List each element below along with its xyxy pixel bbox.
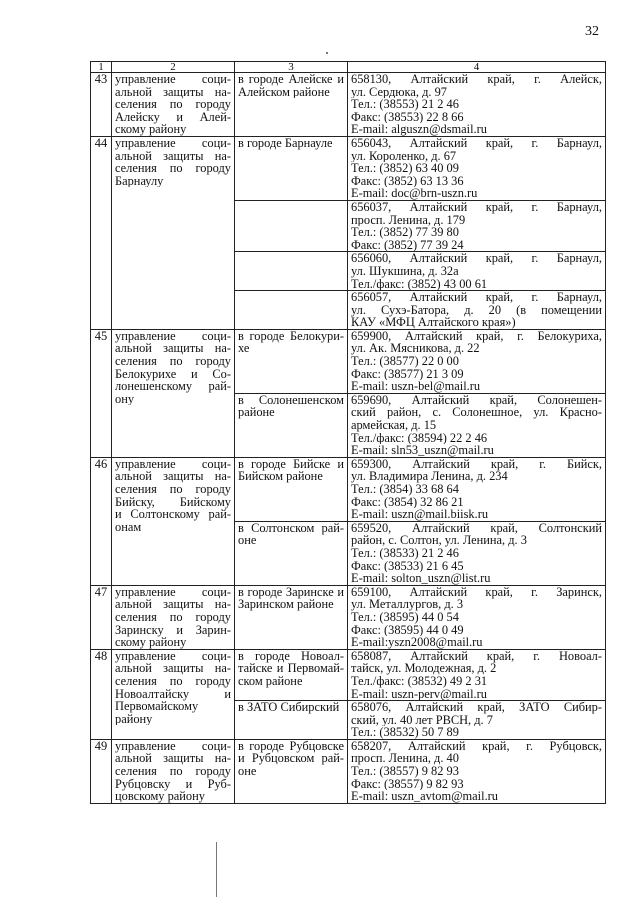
service-area-line: в ЗАТО Сибирский (238, 701, 340, 714)
contact-line: Тел./факс: (3852) 43 00 61 (351, 277, 488, 291)
contact-line: Тел.: (3852) 63 40 09 (351, 162, 459, 175)
contact-line: 658076, Алтайский край, ЗАТО Сибир- (351, 700, 602, 715)
contact-line: ул. Короленко, д. 67 (351, 149, 457, 163)
contact-line: Тел./факс: (38594) 22 2 46 (351, 431, 488, 445)
service-area (235, 329, 348, 393)
organization-name-line: альной защиты на- (115, 84, 231, 99)
service-area (235, 200, 348, 251)
contact-line: ул. Металлургов, д. 3 (351, 598, 464, 611)
email-line: E-mail: uszn_avtom@mail.ru (351, 790, 498, 803)
contact-line: Тел.: (38595) 44 0 54 (351, 610, 459, 624)
organization-name-line: управление соци- (115, 584, 231, 599)
contact-details (348, 200, 606, 251)
organization-name (112, 457, 235, 585)
organization-name (112, 136, 235, 329)
organization-name-line: альной защиты на- (115, 751, 231, 766)
row-number: 49 (91, 739, 112, 803)
organization-name-line: цовскому району (115, 790, 205, 803)
table-row (91, 457, 606, 521)
organization-name-line: скому району (115, 123, 187, 136)
service-area (235, 739, 348, 803)
organization-name-line: альной защиты на- (115, 661, 231, 676)
organization-name-line: управление соци- (115, 135, 231, 150)
contact-line: 659690, Алтайский край, Солонешен- (351, 392, 602, 407)
email-line: E-mail: solton_uszn@list.ru (351, 572, 491, 585)
contact-details (348, 739, 606, 803)
organization-name-line: району (115, 712, 153, 726)
contact-details (348, 585, 606, 649)
contact-line: ул. Шукшина, д. 32а (351, 264, 459, 278)
contact-line: 658087, Алтайский край, г. Новоал- (351, 648, 602, 663)
table-body (91, 73, 606, 804)
service-area-line: Заринском районе (238, 598, 334, 611)
contact-details (348, 329, 606, 393)
table-row (91, 585, 606, 649)
service-area (235, 701, 348, 740)
organization-name-line: селения по городу (115, 482, 231, 496)
contact-line: ский, ул. 40 лет РВСН, д. 7 (351, 713, 493, 727)
contact-line: ул. Владимира Ленина, д. 234 (351, 470, 508, 483)
organization-name-line: Бийску, Бийскому (115, 494, 231, 509)
contact-line: ул. Сердюка, д. 97 (351, 85, 447, 99)
service-area (235, 393, 348, 457)
contact-line: Тел.: (3854) 33 68 64 (351, 483, 459, 496)
contact-details (348, 521, 606, 585)
email-line: E-mail:yszn2008@mail.ru (351, 636, 483, 649)
organization-name (112, 73, 235, 137)
contact-line: ский район, с. Солонешное, ул. Красно- (351, 405, 602, 420)
organization-name-line: Первомайскому (115, 699, 199, 714)
row-number: 43 (91, 73, 112, 137)
organization-name-line: Новоалтайску и (115, 686, 231, 701)
contact-line: Тел.: (38533) 21 2 46 (351, 546, 459, 560)
service-area-line: в городе Белокури- (238, 328, 344, 343)
service-area-line: тайске и Первомай- (238, 661, 344, 676)
service-area-line: в Солонешенском (238, 392, 344, 407)
service-area-line: в городе Заринске и (238, 584, 344, 599)
service-area (235, 291, 348, 330)
column-header: 2 (112, 62, 235, 73)
contact-details (348, 457, 606, 521)
row-number: 46 (91, 457, 112, 585)
email-line: E-mail: doc@brn-uszn.ru (351, 187, 478, 200)
service-area (235, 73, 348, 137)
organization-name-line: и Солтонскому рай- (115, 507, 231, 522)
contact-line: Тел.: (38577) 22 0 00 (351, 355, 459, 368)
offices-table (90, 61, 606, 804)
service-area (235, 585, 348, 649)
organization-name-line: альной защиты на- (115, 341, 231, 356)
contact-details (348, 393, 606, 457)
organization-name-line: скому району (115, 636, 187, 649)
row-number: 45 (91, 329, 112, 457)
email-line: E-mail: uszn-perv@mail.ru (351, 687, 487, 701)
service-area-line: в Солтонском рай- (238, 520, 344, 535)
organization-name-line: селения по городу (115, 764, 231, 779)
column-header: 4 (348, 62, 606, 73)
service-area-line: Алейском районе (238, 85, 330, 99)
service-area (235, 457, 348, 521)
contact-line: 659520, Алтайский край, Солтонский (351, 520, 602, 535)
contact-line: Тел.: (38553) 21 2 46 (351, 98, 459, 111)
contact-line: 659900, Алтайский край, г. Белокуриха, (351, 328, 602, 343)
contact-details (348, 252, 606, 291)
contact-line: КАУ «МФЦ Алтайского края») (351, 316, 516, 329)
service-area-line: Бийском районе (238, 470, 323, 483)
contact-line: Факс: (38557) 9 82 93 (351, 777, 464, 791)
service-area (235, 252, 348, 291)
organization-name-line: Барнаулу (115, 174, 164, 188)
contact-details (348, 649, 606, 700)
header-row (91, 62, 606, 73)
scan-artifact (216, 842, 217, 897)
service-area-line: и Рубцовском рай- (238, 751, 344, 766)
organization-name-line: Заринску и Зарин- (115, 622, 231, 637)
contact-details (348, 73, 606, 137)
organization-name-line: управление соци- (115, 738, 231, 753)
organization-name-line: управление соци- (115, 648, 231, 663)
organization-name-line: альной защиты на- (115, 597, 231, 612)
organization-name-line: лонешенскому рай- (115, 379, 231, 394)
contact-line: ул. Сухэ-Батора, д. 20 (в помещении (351, 302, 602, 317)
contact-line: 658207, Алтайский край, г. Рубцовск, (351, 738, 602, 753)
organization-name-line: селения по городу (115, 673, 231, 688)
service-area-line: в городе Барнауле (238, 136, 333, 150)
contact-line: 659300, Алтайский край, г. Бийск, (351, 456, 602, 471)
contact-line: 656037, Алтайский край, г. Барнаул, (351, 199, 602, 214)
contact-line: армейская, д. 15 (351, 419, 437, 432)
organization-name-line: селения по городу (115, 97, 231, 112)
table-row (91, 73, 606, 137)
contact-details (348, 136, 606, 200)
organization-name-line: управление соци- (115, 72, 231, 86)
contact-line: Факс: (38533) 21 6 45 (351, 559, 464, 573)
column-header: 3 (235, 62, 348, 73)
organization-name-line: ону (115, 392, 135, 406)
contact-line: район, с. Солтон, ул. Ленина, д. 3 (351, 534, 527, 547)
contact-line: Тел.: (38532) 50 7 89 (351, 726, 459, 739)
organization-name-line: управление соци- (115, 456, 231, 471)
service-area-line: оне (238, 765, 257, 778)
scan-artifact (326, 52, 328, 54)
service-area-line: районе (238, 406, 275, 420)
organization-name (112, 649, 235, 739)
organization-name (112, 329, 235, 457)
contact-line: ул. Ак. Мясникова, д. 22 (351, 342, 480, 356)
contact-line: Тел.: (38557) 9 82 93 (351, 765, 459, 778)
row-number: 47 (91, 585, 112, 649)
organization-name-line: селения по городу (115, 354, 231, 369)
service-area-line: в городе Рубцовске (238, 738, 344, 753)
email-line: E-mail: uszn-bel@mail.ru (351, 380, 481, 393)
table-row (91, 136, 606, 200)
contact-line: Факс: (3854) 32 86 21 (351, 495, 464, 509)
contact-line: тайск, ул. Молодежная, д. 2 (351, 662, 497, 675)
organization-name-line: альной защиты на- (115, 148, 231, 163)
email-line: E-mail: alguszn@dsmail.ru (351, 123, 487, 136)
contact-details (348, 291, 606, 330)
email-line: E-mail: sln53_uszn@mail.ru (351, 444, 494, 457)
contact-line: 656057, Алтайский край, г. Барнаул, (351, 290, 602, 305)
contact-line: 658130, Алтайский край, г. Алейск, (351, 72, 602, 86)
organization-name-line: управление соци- (115, 328, 231, 343)
contact-line: Факс: (38595) 44 0 49 (351, 623, 464, 637)
contact-line: Тел.: (3852) 77 39 80 (351, 226, 459, 239)
service-area (235, 521, 348, 585)
service-area-line: ском районе (238, 674, 303, 688)
contact-line: Факс: (38553) 22 8 66 (351, 110, 464, 124)
organization-name-line: селения по городу (115, 609, 231, 624)
service-area-line: в городе Новоал- (238, 648, 344, 663)
organization-name (112, 739, 235, 803)
service-area-line: в городе Алейске и (238, 72, 344, 86)
service-area-line: в городе Бийске и (238, 456, 344, 471)
organization-name-line: онам (115, 520, 142, 534)
organization-name-line: Белокурихе и Со- (115, 366, 231, 381)
contact-line: Факс: (3852) 63 13 36 (351, 174, 464, 188)
organization-name-line: Рубцовску и Руб- (115, 776, 231, 791)
table-row (91, 329, 606, 393)
service-area (235, 136, 348, 200)
organization-name (112, 585, 235, 649)
contact-line: просп. Ленина, д. 179 (351, 213, 466, 227)
contact-details (348, 701, 606, 740)
service-area (235, 649, 348, 700)
row-number: 44 (91, 136, 112, 329)
page-number: 32 (585, 24, 599, 39)
row-number: 48 (91, 649, 112, 739)
organization-name-line: Алейску и Алей- (115, 109, 231, 124)
contact-line: Факс: (3852) 77 39 24 (351, 238, 464, 252)
contact-line: 656060, Алтайский край, г. Барнаул, (351, 251, 602, 266)
contact-line: просп. Ленина, д. 40 (351, 752, 459, 766)
table-row (91, 649, 606, 700)
organization-name-line: альной защиты на- (115, 469, 231, 484)
contact-line: 656043, Алтайский край, г. Барнаул, (351, 135, 602, 150)
contact-line: Тел./факс: (38532) 49 2 31 (351, 674, 488, 688)
service-area-line: хе (238, 342, 250, 356)
contact-line: Факс: (38577) 21 3 09 (351, 367, 464, 381)
service-area-line: оне (238, 534, 257, 547)
table-row (91, 739, 606, 803)
organization-name-line: селения по городу (115, 161, 231, 176)
contact-line: 659100, Алтайский край, г. Заринск, (351, 584, 602, 599)
email-line: E-mail: uszn@mail.biisk.ru (351, 508, 489, 521)
column-header: 1 (91, 62, 112, 73)
